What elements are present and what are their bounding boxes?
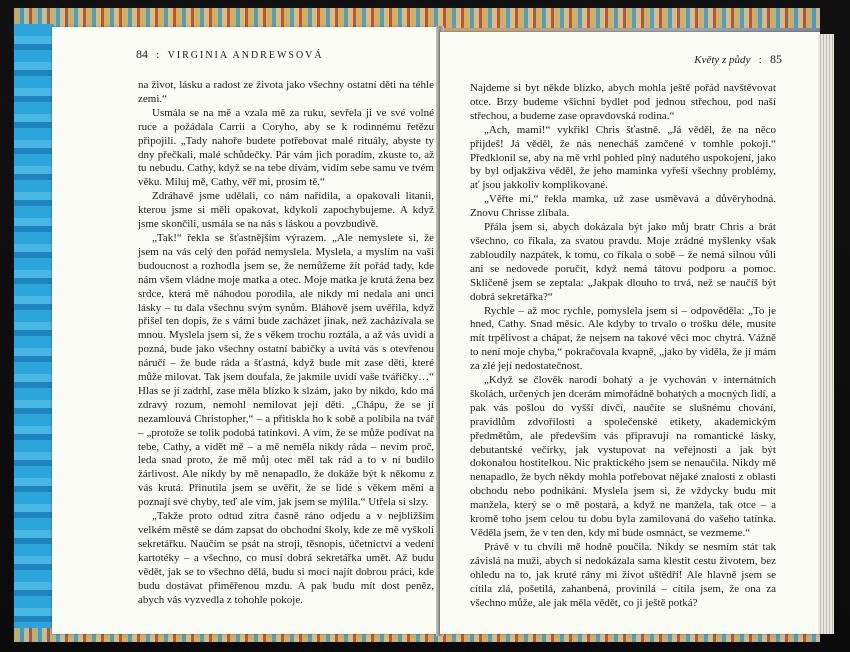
- page-number: 85: [770, 52, 782, 66]
- page-number: 84: [136, 47, 148, 61]
- paragraph: Rychle – až moc rychle, pomyslela jsem si – odpověděla: „To je hned, Cathy. Snad měsíc. Ale kdyby to trvalo o trošku déle, musíte mít trpělivost a chápat, že nejsem na takové věci moc chytrá. Vážně to není moje chyba,“ pokračovala kvapně, „jako by viděla, že jí mám za zlé její nedostatečnost.: [470, 304, 776, 373]
- paragraph: „Když se člověk narodí bohatý a je vychován v internátních školách, určených jen dcerám mimořádně bohatých a mocných lidí, a pak vás pošlou do vyšší dívčí, naučíte se slušnému chování, pravidlům zdvořilosti a společenské etikety, akademickým předmětům, ale především vás připravují na romantické lásky, debutantské večírky, jak vystupovat na veřejnosti a jak být dokonalou hostitelkou. Nic praktického jsem se nenaučila. Nikdy mě nenapadlo, že bych někdy mohla potřebovat nějaké znalosti z oblasti obchodu nebo podnikání. Myslela jsem si, že vždycky budu mít manžela, který se o mě postará, a když ne manžela, tak otce – a kromě toho jsem celou tu dobu byla zamilovaná do vašeho tatínka. Věděla jsem, že v ten den, kdy mi bude osmnáct, se vezmeme.“: [470, 374, 776, 539]
- paragraph: Najdeme si byt někde blízko, abych mohla ještě pořád navštěvovat otce. Brzy budeme všichni bydlet pod jednou střechou, pod naší střechou, a budeme zase opravdovská rodina.“: [470, 82, 776, 122]
- right-page: [440, 32, 820, 634]
- running-head-author: VIRGINIA ANDREWSOVÁ: [167, 50, 324, 61]
- left-page-header: [136, 47, 324, 62]
- page-stack-edge: [818, 34, 834, 634]
- paragraph: „Ach, mami!“ vykřikl Chris šťastně. „Já věděl, že na něco přijdeš! Já věděl, že nás nenecháš zamčené v tomhle pokoji.“ Předklonil se, aby na mě vrhl pohled plný nadutého uspokojení, jako by byl odjakživa věděl, že jeho maminka vyřeší všechny problémy, ať jsou jakkoliv komplikované.: [470, 123, 776, 192]
- right-page-body: [470, 82, 776, 610]
- cover-pattern-top: [14, 8, 820, 28]
- cover-pattern-left: [14, 24, 54, 628]
- right-page-header: [694, 52, 782, 67]
- paragraph: Usmála se na mě a vzala mě za ruku, sevřela ji ve své volné ruce a požádala Carrii a Coryho, aby se k rodinnému řetězu připojili. „Tady nahoře budete potřebovat malé rituály, abyste ty dny přečkali, malé schůdečky. Pár vám jich poradím, zkuste to, až tu nebudu. Cathy, když se na tebe dívám, vidím sebe samu ve tvém věku. Miluj mě, Cathy, věř mi, prosím tě.“: [138, 106, 434, 189]
- paragraph: „Takže proto odtud zítra časně ráno odjedu a v nejbližším velkém městě se dám zapsat do obchodní školy, kde ze mě vyškolí sekretářku. Naučím se psát na stroji, těsnopis, účetnictví a vedení kartotéky – a všechno, co musí dobrá sekretářka umět. Až budu vědět, jak se to všechno dělá, budu si moci najít dobrou práci, kde budu dostávat přiměřenou mzdu. A pak budu mít dost peněz, abych vás vyzvedla z tohohle pokoje.: [138, 510, 434, 606]
- running-head-title: Květy z půdy: [694, 54, 751, 66]
- paragraph: Právě v tu chvíli mě hodně poučila. Nikdy se nesmím stát tak závislá na muži, abych si nedokázala sama klestit cestu životem, bez ohledu na to, jak kruté rány mi život uštědří! Ale hlavně jsem se cítila zlá, pošetilá, zahanbená, provinilá – cítila jsem, že ona za všechno může, ale jak měla vědět, co ji ještě potká?: [470, 540, 776, 609]
- header-separator: :: [758, 54, 762, 66]
- paragraph: „Věřte mi,“ řekla mamka, už zase usměvavá a důvěryhodná. Znovu Chrisse zlíbala.: [470, 193, 776, 220]
- left-page: [52, 27, 438, 634]
- paragraph: Zdráhavě jsme udělali, co nám nařídila, a opakovali litanii, kterou jsme si měli opakovat, kdykoli zapochybujeme. A když jsme skončili, usmála se na nás s láskou a povzbudivě.: [138, 190, 434, 231]
- left-page-body: [138, 79, 434, 607]
- paragraph: „Tak!“ řekla se šťastnějším výrazem. „Ale nemyslete si, že jsem na vás celý den pořád nemyslela. Myslela, a myslím na vaši budoucnost a rozhodla jsem se, že nemůžeme žít pořád tady, kde nám všem vládne moje matka a otec. Moje matka je krutá žena bez srdce, která mě náhodou porodila, ale nikdy mi nedala ani unci lásky – tu dala všechnu svým synům. Bláhově jsem uvěřila, když přišel ten dopis, že s vámi bude zacházet jinak, než zacházívala se mnou. Myslela jsem si, že s věkem trochu roztála, a až vás uvidí a pozná, bude jako všechny ostatní babičky a uvítá vás s otevřenou náručí – že bude ráda a šťastná, když bude mít zase děti, které může milovat. Tak jsem doufala, že jakmile uvidí vaše tvářičky…“ Hlas se jí zadrhl, zase měla blízko k slzám, jako by nikdo, kdo má zdravý rozum, nemohl nemilovat její děti. „Chápu, že se jí nezamlouvá Christopher,“ – a přitiskla ho k sobě a políbila na tvář – „protože se tolik podobá tatínkovi. A vím, že se může podívat na tebe, Cathy, a vidět mě – a mě neměla nikdy ráda – nevím proč, leda snad proto, že mě můj otec měl tak rád a to v ní budilo žárlivost. Ale nikdy by mě nenapadlo, že dokáže být k někomu z vás krutá. Přinutila jsem se uvěřit, že se lidé s věkem mění a poznají své chyby, teď ale vím, jak jsem se mýlila.“ Utřela si slzy.: [138, 231, 434, 509]
- header-separator: :: [156, 49, 160, 61]
- paragraph: Přála jsem si, abych dokázala být jako můj bratr Chris a brát všechno, co říkala, za svatou pravdu. Moje zrádné myšlenky však zabloudily nazpátek, k tomu, co říkala o sobě – že nemá silnou vůli ani se nedovede poručit, když nemá tátovu podporu a pomoc. Sklíčeně jsem se zeptala: „Jakpak dlouho to trvá, než se naučíš být dobrá sekretářka?“: [470, 221, 776, 303]
- paragraph: na život, lásku a radost ze života jako všechny ostatní děti na téhle zemi.“: [138, 79, 434, 105]
